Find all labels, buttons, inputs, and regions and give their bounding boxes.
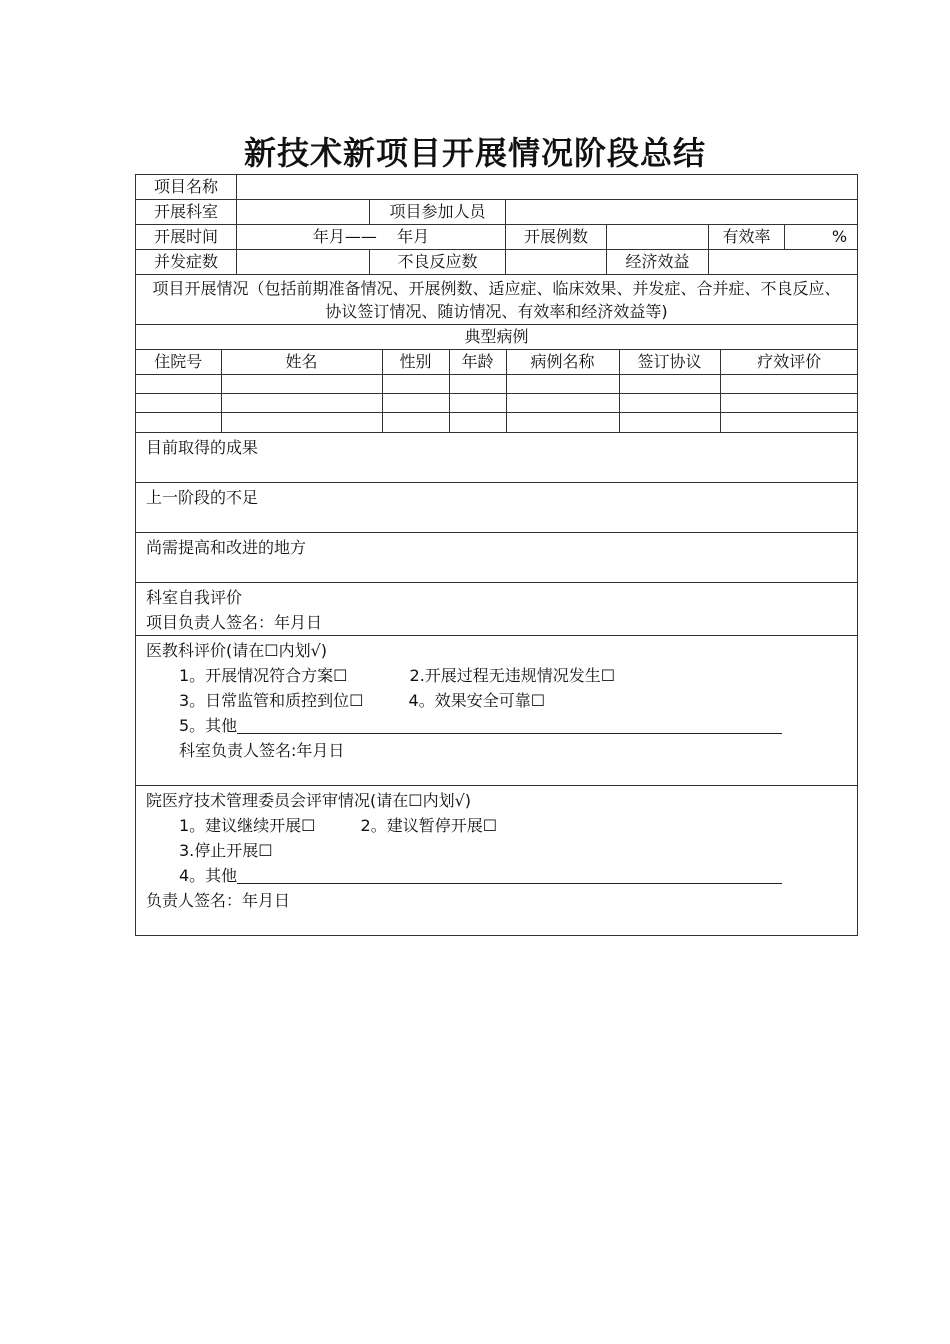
medical-eval-signature: 科室负责人签名:年月日 (179, 740, 345, 760)
cell-name[interactable] (221, 413, 382, 432)
table-row (136, 413, 858, 432)
improvements-section[interactable] (136, 532, 858, 582)
header-case-name: 病例名称 (506, 350, 619, 375)
cell-sex[interactable] (382, 394, 449, 413)
medical-eval-item-2[interactable]: 2.开展过程无违规情况发生☐ (409, 665, 616, 685)
row-department (136, 200, 858, 225)
shortcomings-label: 上一阶段的不足 (146, 487, 259, 507)
committee-eval-section[interactable] (136, 785, 858, 935)
members-label: 项目参加人员 (370, 200, 506, 225)
cell-outcome[interactable] (720, 413, 858, 432)
row-committee-eval (136, 785, 858, 935)
department-label: 开展科室 (136, 200, 237, 225)
cell-admission-no[interactable] (136, 375, 221, 394)
economic-field[interactable] (709, 250, 858, 275)
cell-case-name[interactable] (506, 375, 619, 394)
shortcomings-section[interactable] (136, 482, 858, 532)
cell-agreement[interactable] (619, 413, 720, 432)
department-field[interactable] (237, 200, 370, 225)
cell-admission-no[interactable] (136, 394, 221, 413)
row-improvements (136, 532, 858, 582)
cell-name[interactable] (221, 375, 382, 394)
cases-count-label: 开展例数 (506, 225, 607, 250)
committee-eval-item-3[interactable]: 3.停止开展☐ (179, 840, 273, 860)
header-agreement: 签订协议 (619, 350, 720, 375)
cell-case-name[interactable] (506, 413, 619, 432)
row-complications (136, 250, 858, 275)
self-eval-label: 科室自我评价 (146, 587, 243, 607)
medical-eval-item-5[interactable]: 5。其他 (179, 715, 238, 735)
medical-eval-item-3[interactable]: 3。日常监管和质控到位☐ (179, 690, 364, 710)
members-field[interactable] (506, 200, 858, 225)
complication-field[interactable] (237, 250, 370, 275)
cell-case-name[interactable] (506, 394, 619, 413)
header-outcome: 疗效评价 (757, 352, 822, 371)
cases-table (136, 350, 858, 432)
committee-eval-item-4[interactable]: 4。其他 (179, 865, 238, 885)
cell-outcome[interactable] (720, 394, 858, 413)
cell-agreement[interactable] (619, 394, 720, 413)
efficacy-label: 有效率 (709, 225, 785, 250)
committee-eval-signature: 负责人签名：年月日 (146, 890, 291, 910)
achievements-section[interactable] (136, 432, 858, 482)
row-achievements (136, 432, 858, 482)
cases-count-field[interactable] (607, 225, 709, 250)
page-title: 新技术新项目开展情况阶段总结 (243, 134, 706, 172)
row-cases-title (136, 325, 858, 350)
cases-header-row (136, 350, 858, 375)
adverse-field[interactable] (506, 250, 607, 275)
row-project-name (136, 175, 858, 200)
medical-eval-other-line[interactable] (237, 717, 782, 734)
table-row (136, 375, 858, 394)
committee-eval-label: 院医疗技术管理委员会评审情况(请在☐内划√) (146, 790, 472, 810)
project-name-label: 项目名称 (136, 175, 237, 200)
self-eval-signature: 项目负责人签名：年月日 (146, 612, 323, 632)
table-row (136, 394, 858, 413)
row-time (136, 225, 858, 250)
cell-age[interactable] (449, 375, 506, 394)
improvements-label: 尚需提高和改进的地方 (146, 537, 307, 557)
typical-cases-title: 典型病例 (136, 325, 858, 350)
medical-eval-item-1[interactable]: 1。开展情况符合方案☐ (179, 665, 348, 685)
header-admission-no: 住院号 (136, 350, 221, 375)
committee-eval-other-line[interactable] (237, 867, 782, 884)
row-status (136, 275, 858, 325)
row-medical-eval (136, 635, 858, 785)
project-status-text: 项目开展情况（包括前期准备情况、开展例数、适应症、临床效果、并发症、合并症、不良反应、协议签订情况、随访情况、有效率和经济效益等) (136, 275, 858, 325)
row-self-eval (136, 582, 858, 635)
row-shortcomings (136, 482, 858, 532)
cell-sex[interactable] (382, 413, 449, 432)
committee-eval-item-1[interactable]: 1。建议继续开展☐ (179, 815, 316, 835)
cell-age[interactable] (449, 394, 506, 413)
header-sex: 性别 (382, 350, 449, 375)
time-field[interactable]: 年月—— 年月 (237, 225, 506, 250)
cell-age[interactable] (449, 413, 506, 432)
row-cases-grid (136, 350, 858, 433)
committee-eval-item-2[interactable]: 2。建议暂停开展☐ (360, 815, 498, 835)
cell-outcome[interactable] (720, 375, 858, 394)
adverse-label: 不良反应数 (370, 250, 506, 275)
time-label: 开展时间 (136, 225, 237, 250)
economic-label: 经济效益 (607, 250, 709, 275)
cell-sex[interactable] (382, 375, 449, 394)
self-eval-section[interactable] (136, 582, 858, 635)
header-name: 姓名 (221, 350, 382, 375)
complication-label: 并发症数 (136, 250, 237, 275)
cell-agreement[interactable] (619, 375, 720, 394)
achievements-label: 目前取得的成果 (146, 437, 259, 457)
header-age: 年龄 (449, 350, 506, 375)
project-name-field[interactable] (237, 175, 858, 200)
cell-admission-no[interactable] (136, 413, 221, 432)
medical-eval-section[interactable] (136, 635, 858, 785)
efficacy-field[interactable]: % (785, 225, 858, 250)
medical-eval-label: 医教科评价(请在☐内划√) (146, 640, 328, 660)
summary-form (135, 174, 858, 936)
medical-eval-item-4[interactable]: 4。效果安全可靠☐ (408, 690, 546, 710)
cell-name[interactable] (221, 394, 382, 413)
